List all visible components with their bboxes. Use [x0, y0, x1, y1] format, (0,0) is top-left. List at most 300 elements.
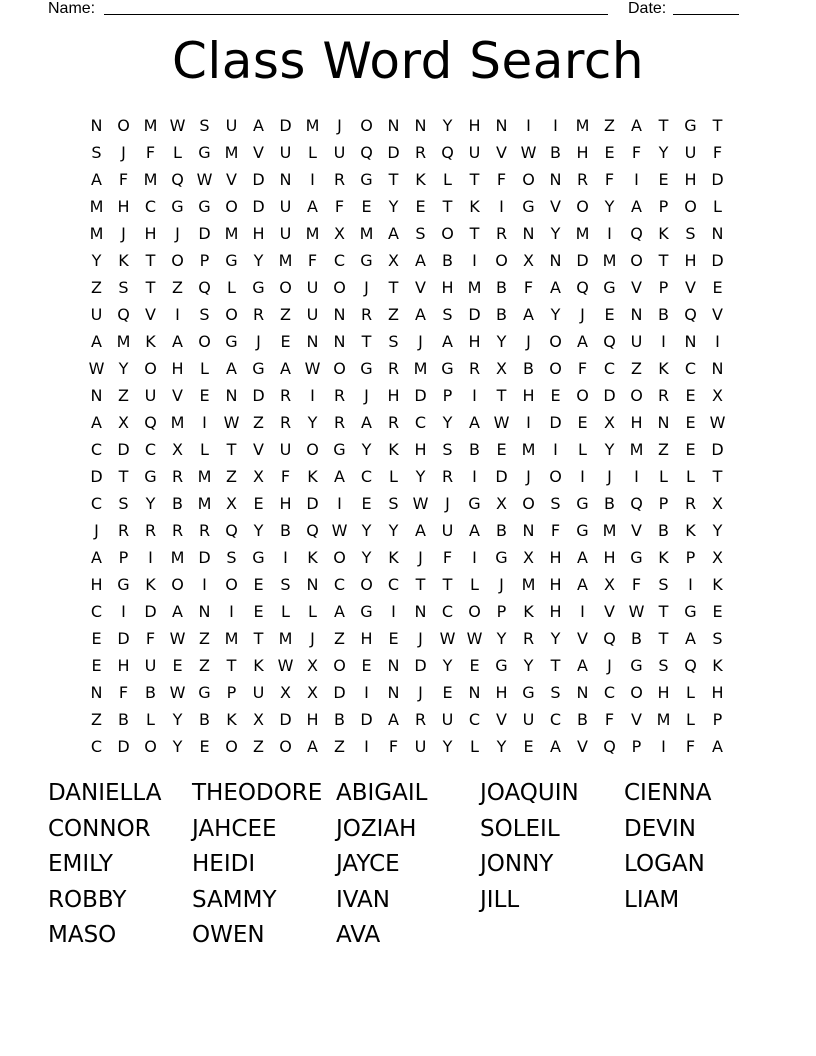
grid-letter: C [603, 359, 616, 378]
grid-letter: A [334, 467, 345, 486]
grid-letter: A [442, 332, 453, 351]
grid-letter: M [224, 629, 239, 648]
grid-letter: P [118, 548, 129, 567]
grid-letter: K [685, 521, 696, 540]
grid-letter: U [522, 710, 535, 729]
grid-letter: I [634, 467, 639, 486]
grid-letter: N [387, 116, 400, 135]
grid-letter: N [333, 332, 346, 351]
grid-letter: D [576, 251, 589, 270]
grid-letter: Y [415, 467, 426, 486]
grid-letter: Z [280, 305, 291, 324]
grid-letter: T [226, 656, 237, 675]
grid-letter: E [496, 440, 507, 459]
grid-letter: K [712, 656, 723, 675]
grid-letter: D [279, 710, 292, 729]
grid-letter: B [523, 359, 534, 378]
grid-letter: O [225, 197, 238, 216]
grid-letter: E [658, 170, 669, 189]
grid-letter: D [144, 602, 157, 621]
grid-letter: F [388, 737, 399, 756]
grid-letter: F [118, 170, 129, 189]
grid-letter: E [361, 494, 372, 513]
grid-letter: Y [523, 656, 534, 675]
grid-letter: E [415, 197, 426, 216]
word-list-item: THEODORE [192, 780, 323, 806]
grid-letter: U [306, 305, 319, 324]
grid-letter: I [283, 548, 288, 567]
grid-letter: M [602, 251, 617, 270]
grid-letter: X [523, 548, 534, 567]
grid-letter: A [91, 548, 102, 567]
grid-letter: D [198, 224, 211, 243]
grid-letter: O [360, 575, 373, 594]
grid-letter: V [550, 197, 561, 216]
grid-letter: Z [658, 440, 669, 459]
grid-letter: X [496, 359, 507, 378]
grid-letter: W [169, 629, 186, 648]
grid-letter: H [549, 548, 562, 567]
grid-letter: J [418, 332, 423, 351]
grid-letter: F [523, 278, 534, 297]
grid-letter: R [171, 467, 184, 486]
word-list-item: LOGAN [624, 851, 705, 877]
grid-letter: M [170, 413, 185, 432]
grid-letter: A [415, 521, 426, 540]
grid-letter: Q [117, 305, 130, 324]
grid-letter: H [414, 440, 427, 459]
grid-letter: I [553, 440, 558, 459]
grid-letter: H [252, 224, 265, 243]
grid-letter: Q [684, 656, 697, 675]
grid-letter: C [144, 197, 157, 216]
grid-letter: J [418, 548, 423, 567]
grid-letter: E [91, 629, 102, 648]
word-list-item: CONNOR [48, 815, 151, 842]
grid-letter: S [118, 278, 129, 297]
grid-letter: T [145, 278, 156, 297]
grid-letter: Q [603, 737, 616, 756]
grid-letter: A [226, 359, 237, 378]
word-list-item: JOZIAH [336, 815, 417, 842]
grid-letter: Y [253, 521, 264, 540]
grid-letter: D [252, 197, 265, 216]
grid-letter: W [223, 413, 240, 432]
grid-letter: Z [388, 305, 399, 324]
grid-letter: I [607, 224, 612, 243]
word-list-item: ABIGAIL [336, 780, 428, 806]
grid-letter: H [522, 386, 535, 405]
grid-letter: W [709, 413, 726, 432]
grid-letter: M [359, 224, 374, 243]
grid-letter: S [388, 332, 399, 351]
grid-letter: O [333, 278, 346, 297]
grid-letter: Z [199, 656, 210, 675]
grid-letter: M [224, 224, 239, 243]
grid-letter: V [631, 278, 642, 297]
grid-letter: E [91, 656, 102, 675]
grid-letter: K [658, 548, 669, 567]
grid-letter: L [173, 143, 182, 162]
grid-letter: S [280, 575, 291, 594]
grid-letter: F [118, 683, 129, 702]
grid-letter: H [360, 629, 373, 648]
grid-letter: I [364, 737, 369, 756]
grid-letter: O [522, 494, 535, 513]
grid-letter: O [117, 116, 130, 135]
grid-letter: I [526, 413, 531, 432]
grid-letter: N [279, 170, 292, 189]
grid-letter: N [90, 116, 103, 135]
grid-letter: O [549, 359, 562, 378]
grid-letter: I [472, 548, 477, 567]
grid-letter: M [89, 197, 104, 216]
grid-letter: A [577, 575, 588, 594]
grid-letter: T [226, 440, 237, 459]
grid-letter: R [279, 413, 292, 432]
grid-letter: E [361, 197, 372, 216]
grid-letter: A [280, 359, 291, 378]
grid-letter: G [576, 494, 589, 513]
word-list-item: CIENNA [624, 780, 712, 806]
grid-letter: T [388, 278, 399, 297]
grid-letter: A [631, 197, 642, 216]
grid-letter: Y [118, 359, 129, 378]
grid-letter: F [631, 575, 642, 594]
grid-letter: W [169, 683, 186, 702]
grid-letter: K [415, 170, 426, 189]
grid-letter: O [495, 251, 508, 270]
grid-letter: F [145, 143, 156, 162]
word-list-item: EMILY [48, 851, 113, 877]
grid-letter: F [334, 197, 345, 216]
grid-letter: T [658, 251, 669, 270]
name-label: Name: [48, 0, 96, 17]
grid-letter: P [631, 737, 642, 756]
grid-letter: E [523, 737, 534, 756]
grid-letter: G [441, 359, 454, 378]
grid-letter: A [469, 413, 480, 432]
grid-letter: G [576, 521, 589, 540]
grid-letter: N [90, 386, 103, 405]
grid-letter: U [279, 440, 292, 459]
grid-letter: M [143, 170, 158, 189]
grid-letter: J [445, 494, 450, 513]
grid-letter: J [418, 683, 423, 702]
grid-letter: D [549, 413, 562, 432]
grid-letter: G [117, 575, 130, 594]
grid-letter: M [305, 224, 320, 243]
grid-letter: J [607, 656, 612, 675]
page-title: Class Word Search [171, 32, 645, 90]
grid-letter: Z [91, 710, 102, 729]
word-list-item: SOLEIL [480, 815, 560, 842]
grid-letter: B [496, 278, 507, 297]
grid-letter: Z [253, 413, 264, 432]
grid-letter: L [281, 602, 290, 621]
header-line [48, 0, 748, 20]
grid-letter: P [658, 278, 669, 297]
grid-letter: W [412, 494, 429, 513]
grid-letter: H [306, 710, 319, 729]
grid-letter: I [202, 413, 207, 432]
grid-letter: O [360, 116, 373, 135]
grid-letter: T [145, 251, 156, 270]
grid-letter: M [467, 278, 482, 297]
grid-letter: Y [496, 332, 507, 351]
grid-letter: Y [172, 737, 183, 756]
grid-letter: E [712, 602, 723, 621]
grid-letter: X [496, 494, 507, 513]
grid-letter: R [387, 359, 400, 378]
grid-letter: O [225, 737, 238, 756]
grid-letter: C [144, 440, 157, 459]
grid-letter: D [306, 494, 319, 513]
grid-letter: B [172, 494, 183, 513]
grid-letter: D [711, 251, 724, 270]
grid-letter: J [256, 332, 261, 351]
grid-letter: L [659, 467, 668, 486]
grid-letter: J [337, 116, 342, 135]
grid-letter: M [197, 494, 212, 513]
grid-letter: S [685, 224, 696, 243]
grid-letter: K [307, 467, 318, 486]
grid-letter: E [253, 494, 264, 513]
grid-letter: X [307, 683, 318, 702]
grid-letter: D [387, 143, 400, 162]
grid-letter: M [224, 143, 239, 162]
grid-letter: H [117, 197, 130, 216]
grid-letter: X [712, 548, 723, 567]
grid-letter: L [443, 170, 452, 189]
grid-letter: S [118, 494, 129, 513]
grid-letter: F [712, 143, 723, 162]
grid-letter: D [90, 467, 103, 486]
grid-letter: N [711, 359, 724, 378]
grid-letter: D [360, 710, 373, 729]
grid-letter: D [198, 548, 211, 567]
grid-letter: G [684, 602, 697, 621]
grid-letter: A [415, 305, 426, 324]
grid-letter: G [684, 116, 697, 135]
grid-letter: W [277, 656, 294, 675]
grid-letter: G [252, 278, 265, 297]
grid-letter: V [604, 602, 615, 621]
grid-letter: F [604, 170, 615, 189]
grid-letter: T [658, 116, 669, 135]
grid-letter: Q [603, 332, 616, 351]
grid-letter: N [630, 305, 643, 324]
grid-letter: T [469, 170, 480, 189]
grid-letter: I [661, 332, 666, 351]
grid-letter: X [253, 467, 264, 486]
grid-letter: Y [307, 413, 318, 432]
grid-letter: A [550, 278, 561, 297]
grid-letter: A [307, 197, 318, 216]
grid-letter: Y [361, 440, 372, 459]
grid-letter: H [144, 224, 157, 243]
grid-letter: H [90, 575, 103, 594]
grid-letter: O [333, 359, 346, 378]
grid-letter: I [364, 683, 369, 702]
grid-letter: K [469, 197, 480, 216]
grid-letter: L [308, 602, 317, 621]
grid-letter: Q [144, 413, 157, 432]
grid-letter: Y [550, 305, 561, 324]
grid-letter: F [550, 521, 561, 540]
grid-letter: Y [91, 251, 102, 270]
grid-letter: M [602, 521, 617, 540]
grid-letter: Y [145, 494, 156, 513]
grid-letter: O [279, 737, 292, 756]
grid-letter: U [279, 197, 292, 216]
grid-letter: U [333, 143, 346, 162]
grid-letter: A [415, 251, 426, 270]
grid-letter: G [252, 359, 265, 378]
grid-letter: O [576, 197, 589, 216]
grid-letter: T [415, 575, 426, 594]
grid-letter: V [253, 440, 264, 459]
grid-letter: R [333, 170, 346, 189]
grid-letter: L [578, 440, 587, 459]
grid-letter: U [468, 143, 481, 162]
grid-letter: D [333, 683, 346, 702]
grid-letter: K [145, 332, 156, 351]
grid-letter: H [279, 494, 292, 513]
grid-letter: Z [172, 278, 183, 297]
grid-letter: B [145, 683, 156, 702]
grid-letter: V [496, 143, 507, 162]
grid-letter: X [388, 251, 399, 270]
grid-letter: L [146, 710, 155, 729]
grid-letter: D [711, 170, 724, 189]
grid-letter: T [550, 656, 561, 675]
grid-letter: O [630, 683, 643, 702]
grid-letter: G [360, 602, 373, 621]
grid-letter: S [442, 440, 453, 459]
grid-letter: W [628, 602, 645, 621]
grid-letter: I [121, 602, 126, 621]
grid-letter: X [172, 440, 183, 459]
grid-letter: O [333, 548, 346, 567]
word-list-item: ROBBY [48, 886, 127, 913]
grid-letter: E [604, 305, 615, 324]
grid-letter: F [442, 548, 453, 567]
grid-letter: H [684, 170, 697, 189]
grid-letter: X [253, 710, 264, 729]
grid-letter: I [526, 116, 531, 135]
grid-letter: R [333, 386, 346, 405]
grid-letter: G [603, 278, 616, 297]
grid-letter: K [658, 224, 669, 243]
grid-letter: Y [604, 440, 615, 459]
word-list-item: LIAM [624, 886, 680, 913]
grid-letter: I [580, 602, 585, 621]
grid-letter: V [631, 710, 642, 729]
grid-letter: V [253, 143, 264, 162]
grid-letter: I [202, 575, 207, 594]
grid-letter: L [713, 197, 722, 216]
grid-letter: G [360, 170, 373, 189]
grid-letter: N [414, 116, 427, 135]
grid-letter: V [577, 737, 588, 756]
grid-letter: P [658, 197, 669, 216]
grid-letter: Q [225, 521, 238, 540]
grid-letter: A [388, 224, 399, 243]
grid-letter: U [279, 143, 292, 162]
grid-letter: D [279, 116, 292, 135]
grid-letter: C [360, 467, 373, 486]
grid-letter: E [685, 440, 696, 459]
grid-letter: C [468, 710, 481, 729]
grid-letter: G [495, 548, 508, 567]
grid-letter: X [226, 494, 237, 513]
grid-letter: F [280, 467, 291, 486]
grid-letter: O [630, 386, 643, 405]
grid-letter: Z [334, 737, 345, 756]
grid-letter: A [172, 602, 183, 621]
grid-letter: M [305, 116, 320, 135]
grid-letter: Y [442, 413, 453, 432]
grid-letter: X [604, 413, 615, 432]
grid-letter: A [550, 737, 561, 756]
grid-letter: G [360, 359, 373, 378]
grid-letter: D [414, 656, 427, 675]
grid-letter: I [391, 602, 396, 621]
grid-letter: N [684, 332, 697, 351]
grid-letter: R [117, 521, 130, 540]
grid-letter: J [526, 467, 531, 486]
grid-letter: A [91, 413, 102, 432]
grid-letter: M [656, 710, 671, 729]
grid-letter: T [442, 575, 453, 594]
grid-letter: S [226, 548, 237, 567]
grid-letter: R [333, 413, 346, 432]
grid-letter: K [658, 359, 669, 378]
grid-letter: Q [630, 224, 643, 243]
grid-letter: O [279, 278, 292, 297]
grid-letter: I [148, 548, 153, 567]
grid-letter: X [280, 683, 291, 702]
grid-letter: N [549, 170, 562, 189]
grid-letter: C [90, 440, 103, 459]
grid-letter: T [658, 602, 669, 621]
grid-letter: K [712, 575, 723, 594]
grid-letter: N [495, 116, 508, 135]
grid-letter: B [118, 710, 129, 729]
grid-letter: Y [172, 710, 183, 729]
grid-letter: B [280, 521, 291, 540]
grid-letter: N [387, 656, 400, 675]
grid-letter: I [661, 737, 666, 756]
word-list-item: JONNY [480, 851, 554, 877]
grid-letter: O [144, 737, 157, 756]
grid-letter: U [144, 656, 157, 675]
grid-letter: L [470, 737, 479, 756]
grid-letter: H [117, 656, 130, 675]
grid-letter: W [304, 359, 321, 378]
grid-letter: U [144, 386, 157, 405]
grid-letter: O [522, 170, 535, 189]
grid-letter: D [117, 737, 130, 756]
grid-letter: F [604, 710, 615, 729]
grid-letter: A [523, 305, 534, 324]
grid-letter: L [470, 575, 479, 594]
grid-letter: I [634, 170, 639, 189]
grid-letter: V [415, 278, 426, 297]
grid-letter: N [387, 683, 400, 702]
grid-letter: S [658, 575, 669, 594]
